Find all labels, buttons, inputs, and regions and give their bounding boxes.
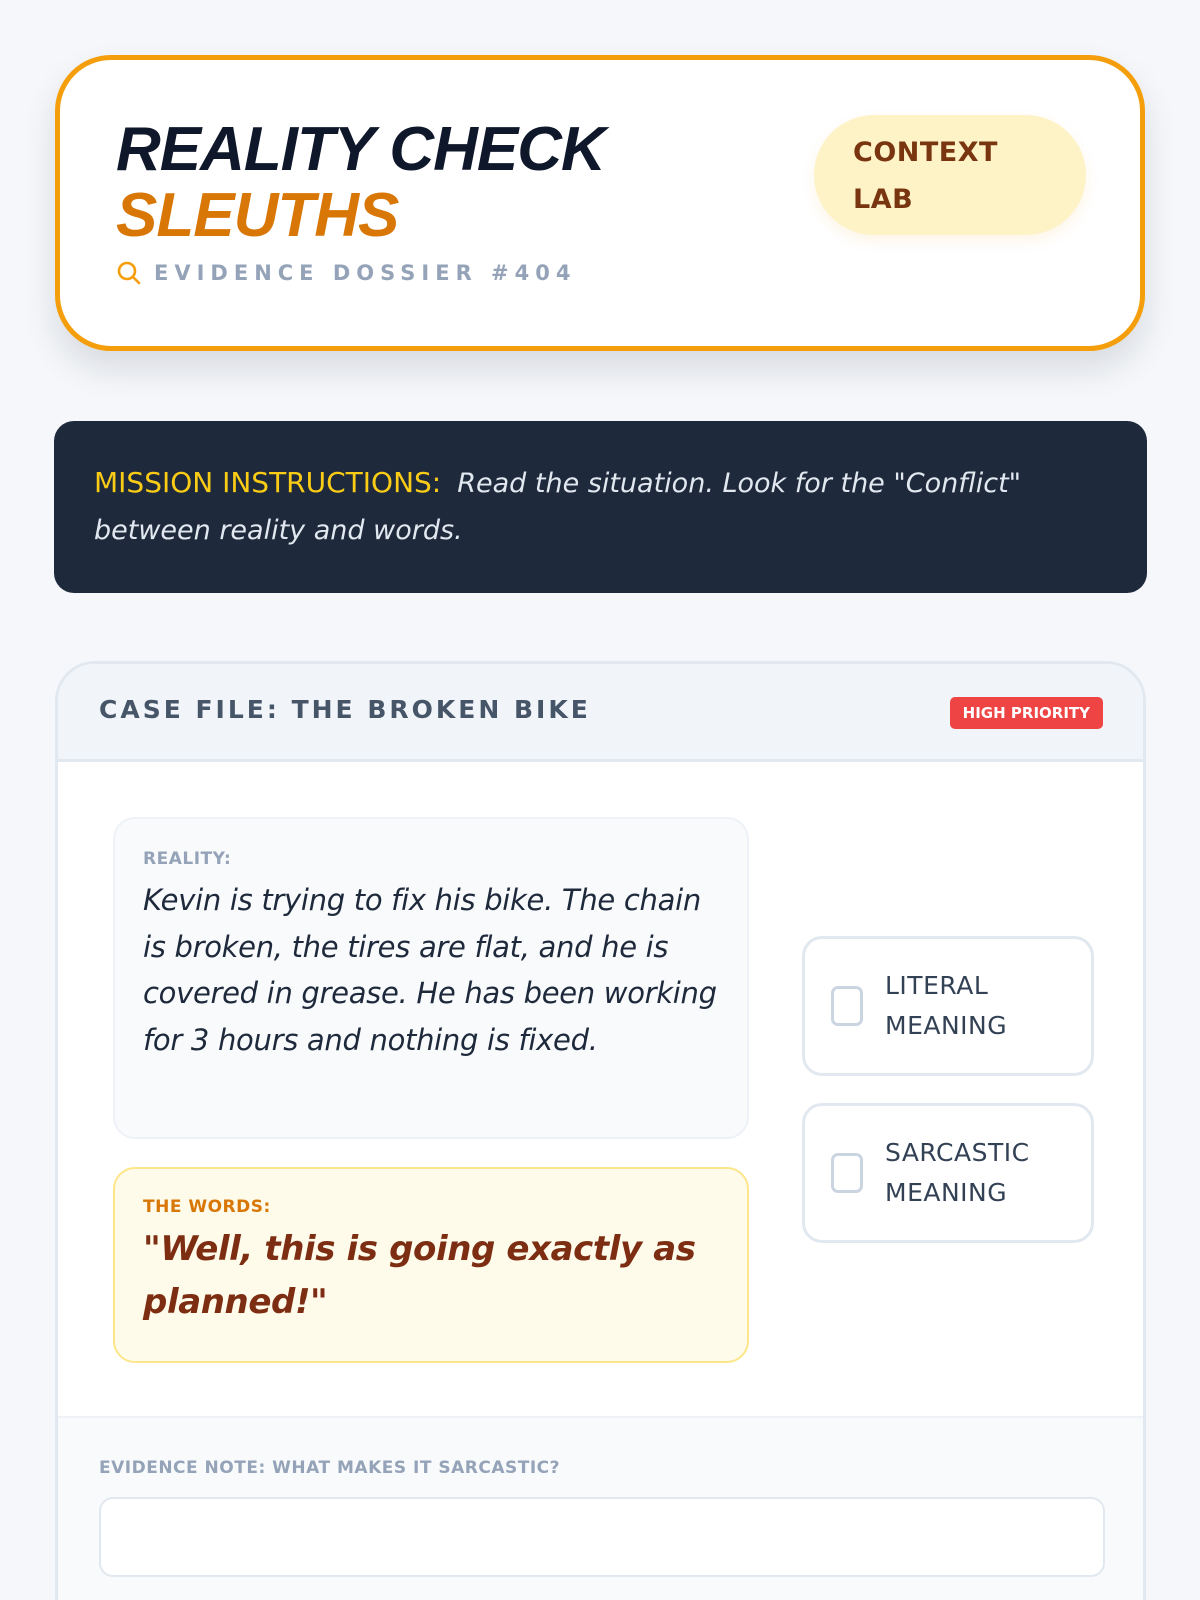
badge-line-context: CONTEXT bbox=[853, 137, 998, 168]
case-header bbox=[58, 664, 1143, 762]
evidence-note-label: EVIDENCE NOTE: WHAT MAKES IT SARCASTIC? bbox=[99, 1458, 560, 1478]
title-reality-check: REALITY CHECK bbox=[116, 115, 605, 184]
case-title: CASE FILE: THE BROKEN BIKE bbox=[99, 695, 591, 724]
dossier-line bbox=[116, 260, 577, 286]
mission-label: MISSION INSTRUCTIONS: bbox=[94, 466, 442, 499]
title-sleuths: SLEUTHS bbox=[116, 181, 399, 250]
checkbox-icon[interactable] bbox=[831, 1153, 863, 1193]
context-lab-badge bbox=[814, 115, 1086, 235]
reality-panel bbox=[113, 817, 749, 1139]
priority-badge: HIGH PRIORITY bbox=[950, 697, 1103, 729]
words-label: THE WORDS: bbox=[143, 1197, 271, 1217]
header-card bbox=[55, 55, 1145, 351]
sarcastic-meaning-option[interactable] bbox=[802, 1103, 1094, 1243]
reality-text: Kevin is trying to fix his bike. The chain is broken, the tires are flat, and he is covered in grease. He has been working for 3 hours and nothing is fixed. bbox=[143, 883, 717, 1057]
evidence-note-section bbox=[58, 1416, 1143, 1600]
case-file-card bbox=[55, 661, 1146, 1600]
badge-line-lab: LAB bbox=[853, 184, 914, 215]
checkbox-icon[interactable] bbox=[831, 986, 863, 1026]
mission-text: Read the situation. Look for the "Conflict" between reality and words. bbox=[94, 468, 1022, 546]
words-quote: "Well, this is going exactly as planned!" bbox=[143, 1229, 696, 1322]
search-icon bbox=[116, 260, 142, 286]
evidence-note-input[interactable] bbox=[99, 1497, 1105, 1577]
mission-instructions bbox=[54, 421, 1147, 593]
dossier-id: EVIDENCE DOSSIER #404 bbox=[154, 261, 577, 285]
sarcastic-meaning-label: SARCASTIC MEANING bbox=[885, 1138, 1030, 1207]
literal-meaning-option[interactable] bbox=[802, 936, 1094, 1076]
literal-meaning-label: LITERAL MEANING bbox=[885, 971, 1008, 1040]
words-panel bbox=[113, 1167, 749, 1363]
reality-label: REALITY: bbox=[143, 849, 232, 869]
